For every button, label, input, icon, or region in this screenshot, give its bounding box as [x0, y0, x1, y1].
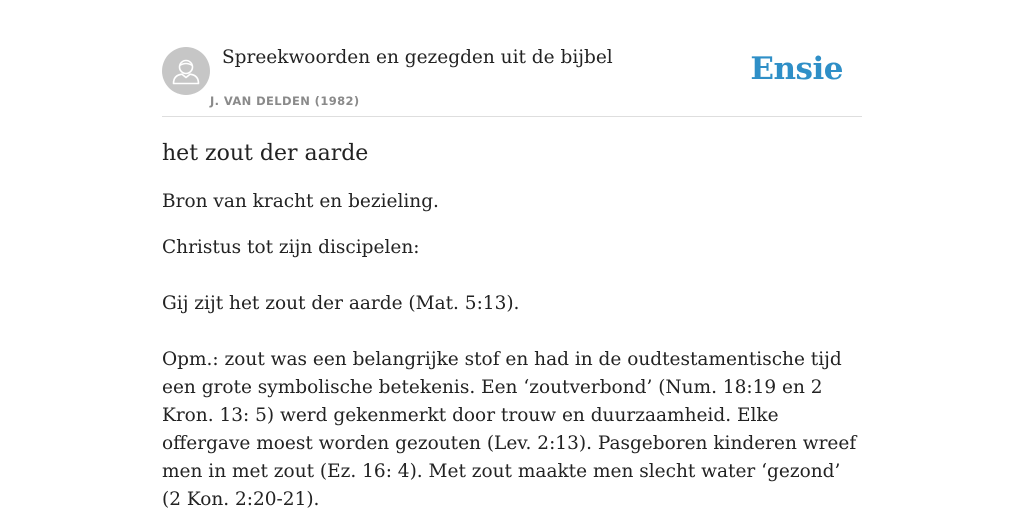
source-title-link[interactable]: Spreekwoorden en gezegden uit de bijbel [222, 47, 613, 68]
entry-headword: het zout der aarde [162, 141, 369, 166]
user-avatar-icon [162, 47, 210, 95]
entry-quote: Gij zijt het zout der aarde (Mat. 5:13). [162, 293, 520, 314]
entry-intro: Christus tot zijn discipelen: [162, 237, 420, 258]
ensie-logo[interactable]: Ensie [750, 51, 843, 87]
author-avatar[interactable] [162, 47, 210, 95]
entry-article [162, 136, 862, 512]
entry-note: Opm.: zout was een belangrijke stof en had in de oudtestamentische tijd een grote symbolische betekenis. Een ‘zoutverbond’ (Num. 18:19 en 2 Kron. 13: 5) werd gekenmerkt door trouw en duurzaamheid. Elke offergave moest worden gezouten (Lev. 2:13). Pasgeboren kinderen wreef men in met zout (Ez. 16: 4). Met zout maakte men slecht water ‘gezond’ (2 Kon. 2:20-21). [162, 349, 857, 510]
author-name[interactable]: J. VAN DELDEN (1982) [210, 94, 360, 108]
entry-meaning: Bron van kracht en bezieling. [162, 191, 439, 212]
source-header [162, 40, 862, 117]
